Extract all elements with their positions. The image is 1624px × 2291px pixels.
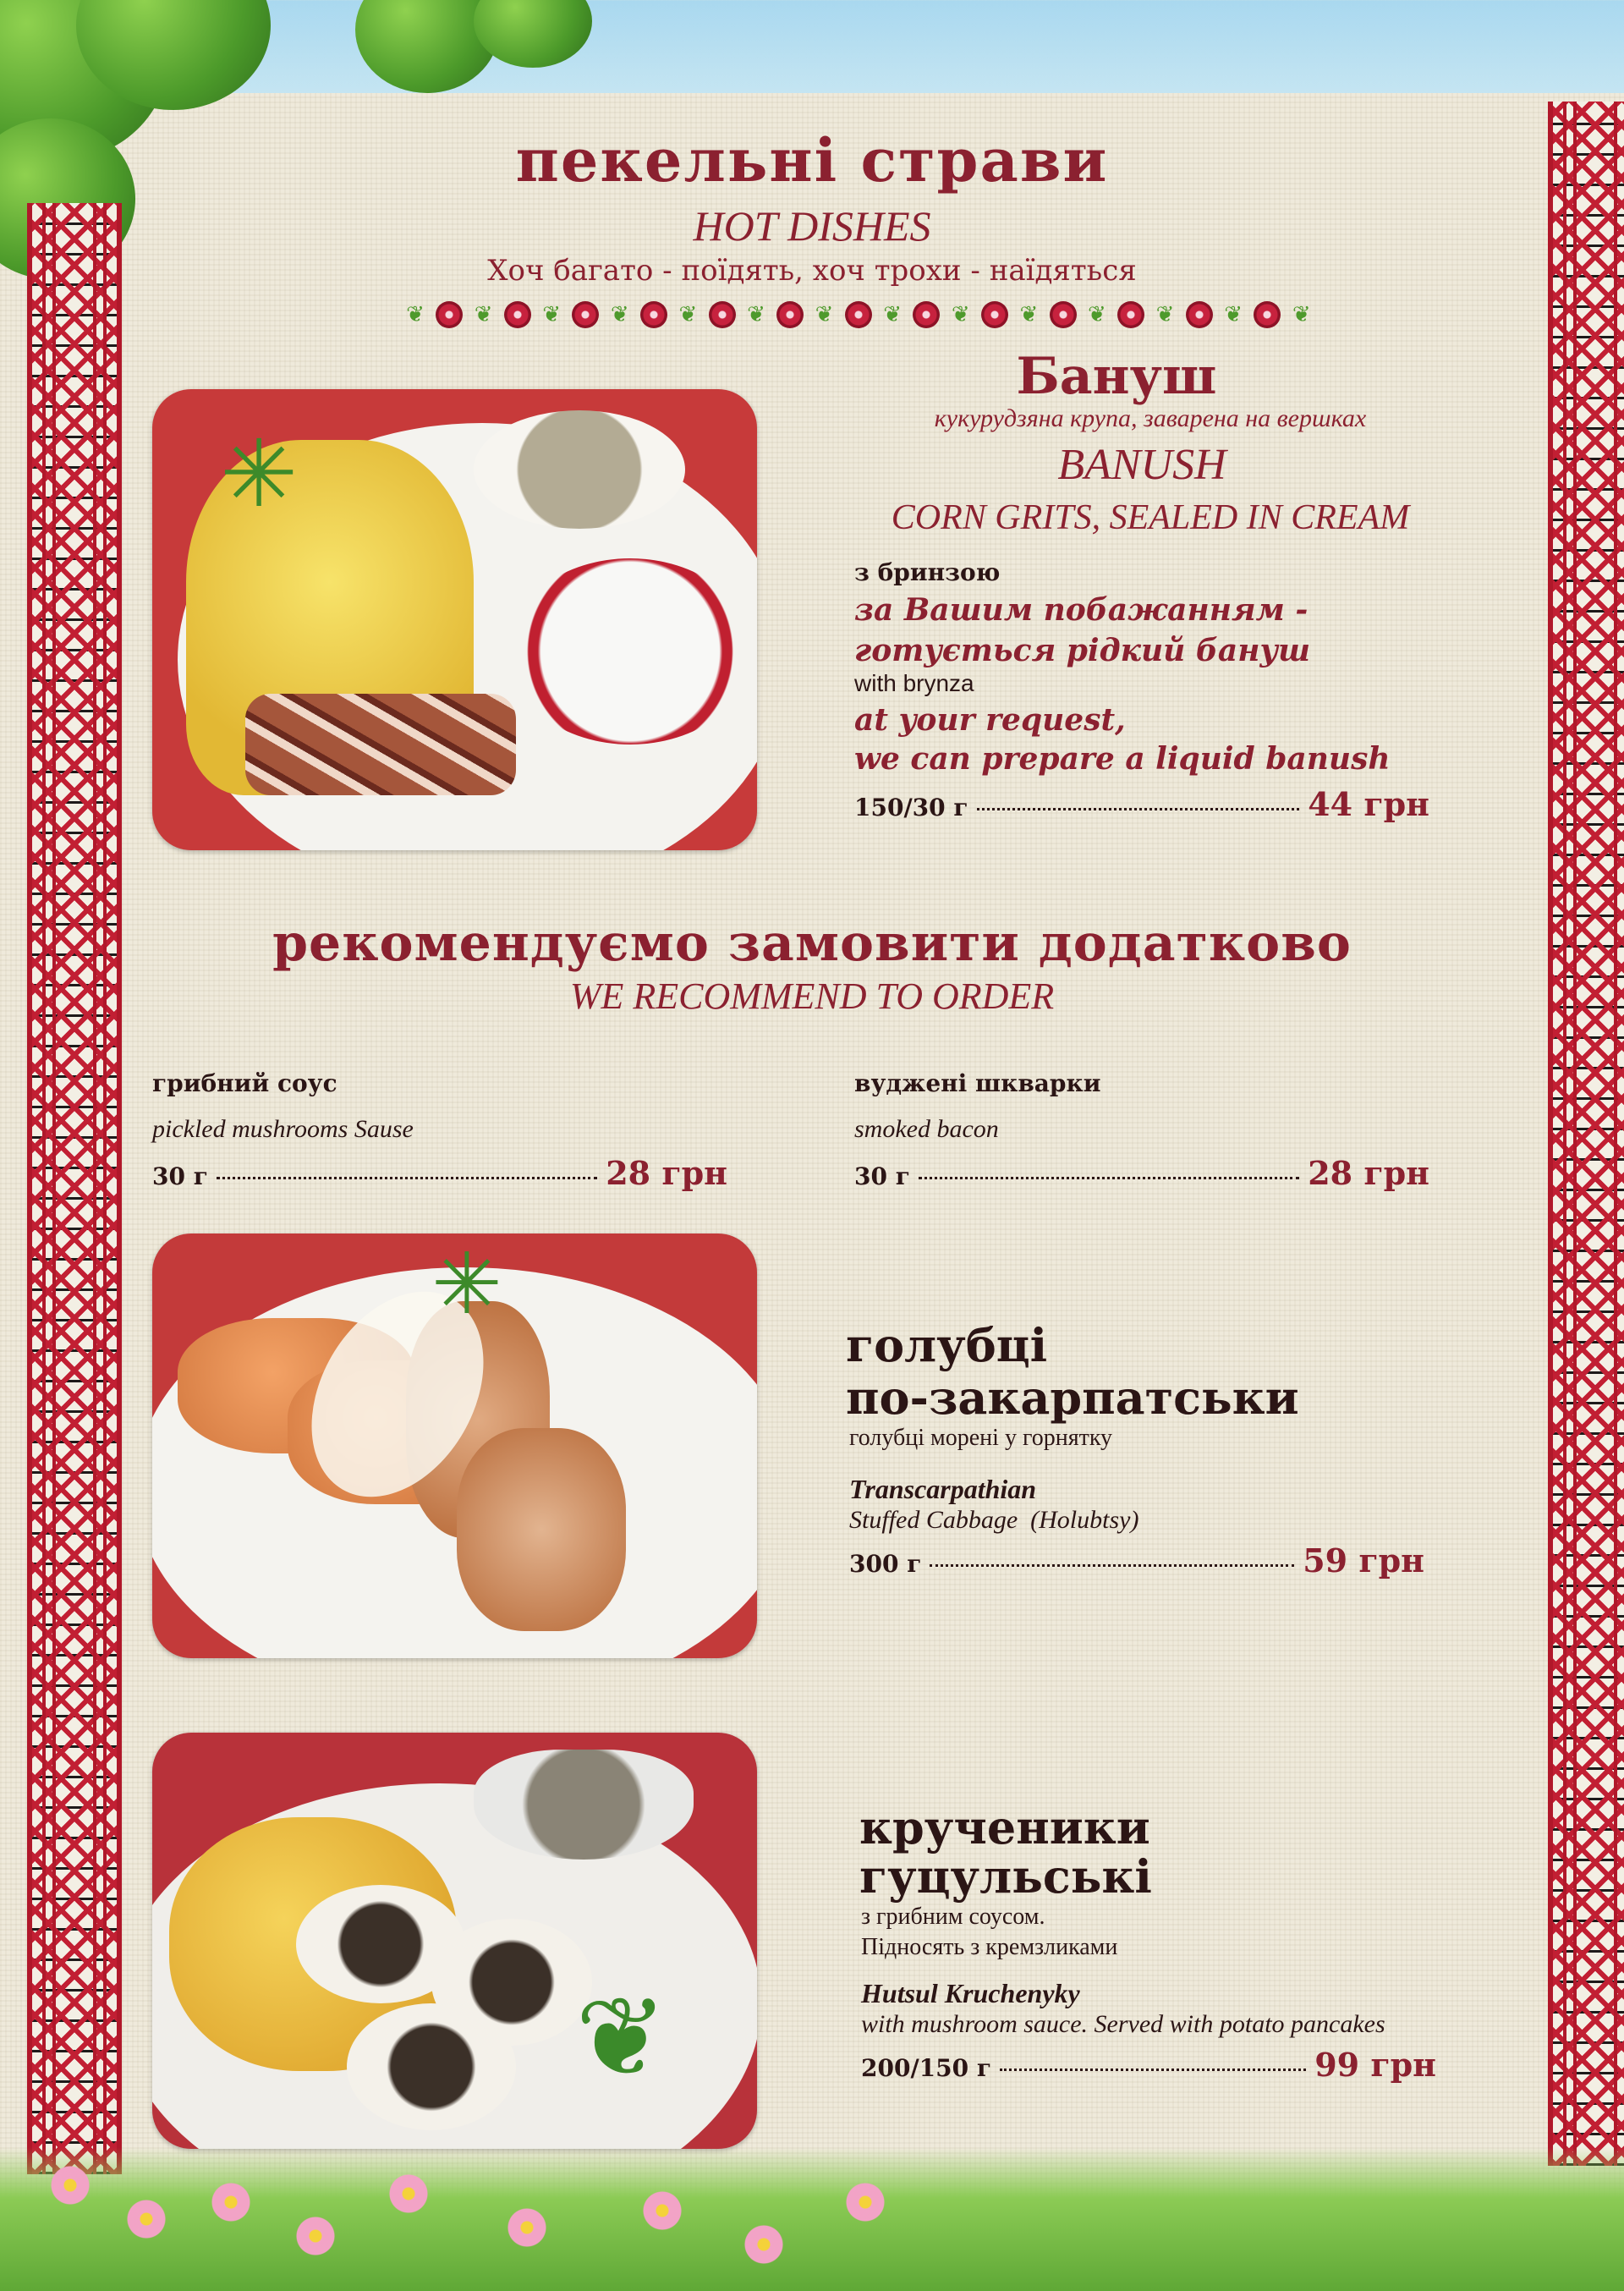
embroidery-border-right — [1548, 102, 1624, 2166]
kruchenyky-weight: 200/150 г — [861, 2054, 992, 2082]
kruchenyky-price: 99 грн — [1314, 2046, 1436, 2084]
banush-price-line — [854, 785, 1429, 823]
dot-leader — [217, 1177, 597, 1179]
flower-decoration — [508, 2208, 546, 2247]
banush-request-en-1: at your request, — [854, 702, 1126, 738]
flower-decoration — [51, 2166, 90, 2205]
dot-leader — [919, 1177, 1299, 1179]
recommend-item-name-en: smoked bacon — [854, 1115, 999, 1143]
holubtsi-desc-en: Stuffed Cabbage (Holubtsy) — [849, 1506, 1139, 1534]
flower-decoration — [127, 2200, 166, 2239]
recommend-item-price: 28 грн — [1308, 1154, 1429, 1192]
kruchenyky-photo: ❦ — [152, 1733, 757, 2149]
recommend-item-name: грибний соус — [152, 1069, 337, 1097]
proverb: Хоч багато - поїдять, хоч трохи - наїдяться — [487, 254, 1137, 288]
banush-name: Бануш — [1016, 347, 1217, 406]
banush-weight: 150/30 г — [854, 794, 968, 821]
recommend-subtitle: WE RECOMMEND TO ORDER — [569, 975, 1055, 1017]
holubtsi-name-line-1: голубці — [846, 1318, 1048, 1372]
holubtsi-photo: ✳ — [152, 1233, 757, 1658]
recommend-item-price: 28 грн — [606, 1154, 727, 1192]
grass-decoration — [0, 2147, 1624, 2291]
kruchenyky-desc-en: with mushroom sauce. Served with potato pancakes — [861, 2010, 1385, 2038]
banush-desc-ua: кукурудзяна крупа, заварена на вершках — [934, 404, 1367, 432]
recommend-item-price-line — [854, 1154, 1429, 1192]
flower-decoration — [643, 2191, 682, 2230]
dot-leader — [930, 1564, 1294, 1567]
kruchenyky-name-line-2: гуцульські — [859, 1849, 1152, 1904]
flower-decoration — [389, 2174, 428, 2213]
page-subtitle: HOT DISHES — [693, 202, 931, 250]
flower-decoration — [296, 2217, 335, 2255]
holubtsi-name-line-2: по-закарпатськи — [846, 1371, 1299, 1425]
embroidery-border-left — [27, 203, 122, 2174]
holubtsi-price-line — [849, 1541, 1424, 1580]
kruchenyky-name-en: Hutsul Kruchenyky — [861, 1978, 1080, 2008]
page-title: пекельні страви — [515, 125, 1109, 195]
recommend-item-price-line — [152, 1154, 727, 1192]
flower-decoration — [211, 2183, 250, 2222]
flower-decoration — [744, 2225, 783, 2264]
banush-request-en-2: we can prepare a liquid banush — [854, 741, 1391, 777]
banush-desc-en: CORN GRITS, SEALED IN CREAM — [891, 498, 1410, 537]
floral-ornament: ❦ ❦ ❦ ❦ ❦ ❦ ❦ ❦ ❦ ❦ ❦ ❦ ❦ ❦ — [406, 302, 1311, 327]
banush-request-ua-2: готується рідкий бануш — [854, 633, 1311, 668]
banush-photo: ✳ — [152, 389, 757, 850]
dot-leader — [1000, 2068, 1306, 2071]
kruchenyky-desc-ua-2: Підносять з кремзликами — [861, 1934, 1118, 1960]
holubtsi-price: 59 грн — [1303, 1541, 1424, 1580]
holubtsi-weight: 300 г — [849, 1550, 922, 1578]
banush-price: 44 грн — [1308, 785, 1429, 823]
flower-decoration — [846, 2183, 885, 2222]
holubtsi-desc-ua: голубці морені у горнятку — [849, 1425, 1113, 1451]
recommend-title: рекомендуємо замовити додатково — [272, 914, 1352, 973]
kruchenyky-desc-ua-1: з грибним соусом. — [861, 1904, 1045, 1930]
recommend-item-name: вуджені шкварки — [854, 1069, 1101, 1097]
banush-request-ua-1: за Вашим побажанням - — [854, 592, 1309, 628]
holubtsi-name-en: Transcarpathian — [849, 1474, 1037, 1504]
kruchenyky-name-line-1: крученики — [859, 1800, 1150, 1854]
recommend-item-name-en: pickled mushrooms Sause — [152, 1115, 414, 1143]
kruchenyky-price-line — [861, 2046, 1436, 2084]
dot-leader — [977, 808, 1300, 810]
recommend-item-weight: 30 г — [152, 1162, 208, 1190]
banush-name-en: BANUSH — [1057, 441, 1226, 489]
banush-with-ua: з бринзою — [854, 558, 1001, 586]
recommend-item-weight: 30 г — [854, 1162, 910, 1190]
banush-with-en: with brynza — [854, 670, 974, 696]
